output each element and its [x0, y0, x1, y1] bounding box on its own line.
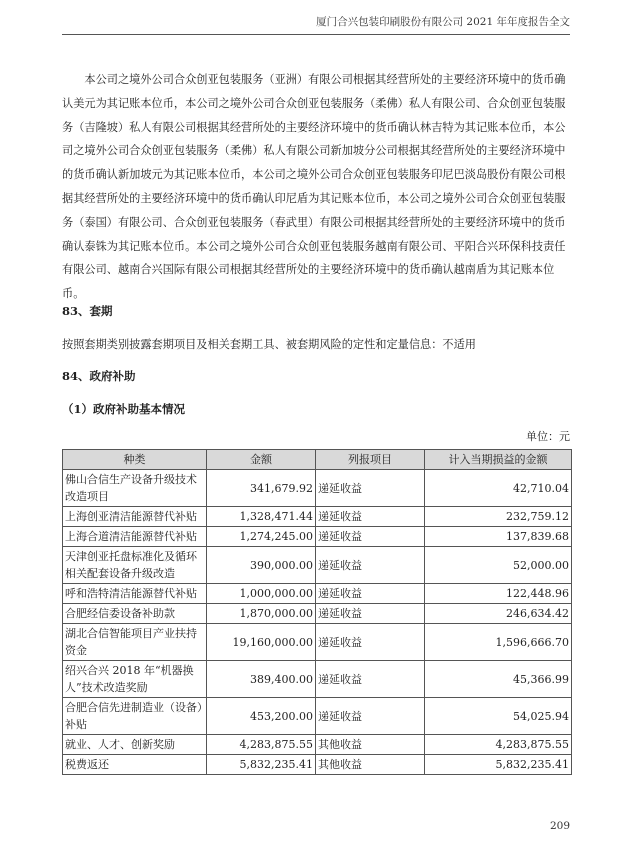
cell-current-profit-loss: 42,710.04	[425, 470, 572, 507]
unit-label: 单位：元	[526, 430, 570, 443]
cell-category: 上海创亚清洁能源替代补贴	[63, 507, 207, 527]
cell-presentation-item: 其他收益	[316, 755, 425, 775]
cell-current-profit-loss: 5,832,235.41	[425, 755, 572, 775]
cell-current-profit-loss: 45,366.99	[425, 661, 572, 698]
section-83-text: 按照套期类别披露套期项目及相关套期工具、被套期风险的定性和定量信息：不适用	[62, 338, 476, 351]
table-row	[63, 624, 572, 661]
cell-amount: 19,160,000.00	[207, 624, 316, 661]
cell-amount: 341,679.92	[207, 470, 316, 507]
cell-presentation-item: 递延收益	[316, 661, 425, 698]
cell-presentation-item: 递延收益	[316, 527, 425, 547]
cell-amount: 1,328,471.44	[207, 507, 316, 527]
cell-amount: 5,832,235.41	[207, 755, 316, 775]
cell-category: 合肥经信委设备补助款	[63, 604, 207, 624]
cell-category: 合肥合信先进制造业（设备）补贴	[63, 698, 207, 735]
header-category: 种类	[63, 450, 207, 470]
cell-category: 天津创亚托盘标准化及循环相关配套设备升级改造	[63, 547, 207, 584]
cell-presentation-item: 递延收益	[316, 507, 425, 527]
cell-current-profit-loss: 137,839.68	[425, 527, 572, 547]
cell-category: 税费返还	[63, 755, 207, 775]
table-row	[63, 604, 572, 624]
table-row	[63, 755, 572, 775]
section-83-heading: 83、套期	[62, 304, 113, 318]
government-grants-table	[62, 449, 572, 775]
cell-amount: 453,200.00	[207, 698, 316, 735]
cell-presentation-item: 递延收益	[316, 698, 425, 735]
cell-presentation-item: 其他收益	[316, 735, 425, 755]
cell-amount: 4,283,875.55	[207, 735, 316, 755]
header-current-profit-loss: 计入当期损益的金额	[425, 450, 572, 470]
table-row	[63, 527, 572, 547]
cell-current-profit-loss: 52,000.00	[425, 547, 572, 584]
cell-amount: 1,000,000.00	[207, 584, 316, 604]
table-row	[63, 735, 572, 755]
report-title: 厦门合兴包装印刷股份有限公司 2021 年年度报告全文	[316, 16, 570, 28]
table-row	[63, 584, 572, 604]
page-number: 209	[549, 820, 570, 832]
table-row	[63, 507, 572, 527]
cell-presentation-item: 递延收益	[316, 584, 425, 604]
table-row	[63, 698, 572, 735]
cell-presentation-item: 递延收益	[316, 470, 425, 507]
cell-category: 绍兴合兴 2018 年“机器换人”技术改造奖励	[63, 661, 207, 698]
page-header	[62, 14, 570, 35]
cell-category: 湖北合信智能项目产业扶持资金	[63, 624, 207, 661]
cell-presentation-item: 递延收益	[316, 604, 425, 624]
cell-amount: 1,870,000.00	[207, 604, 316, 624]
header-amount: 金额	[207, 450, 316, 470]
cell-category: 就业、人才、创新奖励	[63, 735, 207, 755]
table-row	[63, 547, 572, 584]
cell-presentation-item: 递延收益	[316, 547, 425, 584]
cell-presentation-item: 递延收益	[316, 624, 425, 661]
table-row	[63, 661, 572, 698]
cell-amount: 389,400.00	[207, 661, 316, 698]
cell-current-profit-loss: 232,759.12	[425, 507, 572, 527]
header-presentation-item: 列报项目	[316, 450, 425, 470]
cell-category: 佛山合信生产设备升级技术改造项目	[63, 470, 207, 507]
functional-currency-paragraph: 本公司之境外公司合众创亚包装服务（亚洲）有限公司根据其经营所处的主要经济环境中的货币确认美元为其记账本位币，本公司之境外公司合众创亚包装服务（柔佛）私人有限公司、合众创亚包装服务（吉隆坡）私人有限公司根据其经营所处的主要经济环境中的货币确认林吉特为其记账本位币，本公司之境外公司合众创亚包装服务（柔佛）私人有限公司新加坡分公司根据其经营所处的主要经济环境中的货币确认新加坡元为其记账本位币，本公司之境外公司合众创亚包装服务印尼巴淡岛股份有限公司根据其经营所处的主要经济环境中的货币确认印尼盾为其记账本位币，本公司之境外公司合众创亚包装服务（泰国）有限公司、合众创亚包装服务（春武里）有限公司根据其经营所处的主要经济环境中的货币确认泰铢为其记账本位币。本公司之境外公司合众创亚包装服务越南有限公司、平阳合兴环保科技责任有限公司、越南合兴国际有限公司根据其经营所处的主要经济环境中的货币确认越南盾为其记账本位币。	[62, 73, 566, 301]
cell-current-profit-loss: 122,448.96	[425, 584, 572, 604]
cell-current-profit-loss: 54,025.94	[425, 698, 572, 735]
section-84-heading: 84、政府补助	[62, 369, 136, 383]
table-row	[63, 470, 572, 507]
cell-current-profit-loss: 1,596,666.70	[425, 624, 572, 661]
cell-current-profit-loss: 246,634.42	[425, 604, 572, 624]
section-84-subheading: （1）政府补助基本情况	[62, 402, 186, 416]
cell-amount: 390,000.00	[207, 547, 316, 584]
cell-amount: 1,274,245.00	[207, 527, 316, 547]
cell-current-profit-loss: 4,283,875.55	[425, 735, 572, 755]
cell-category: 上海合道清洁能源替代补贴	[63, 527, 207, 547]
table-header-row	[63, 450, 572, 470]
cell-category: 呼和浩特清洁能源替代补贴	[63, 584, 207, 604]
